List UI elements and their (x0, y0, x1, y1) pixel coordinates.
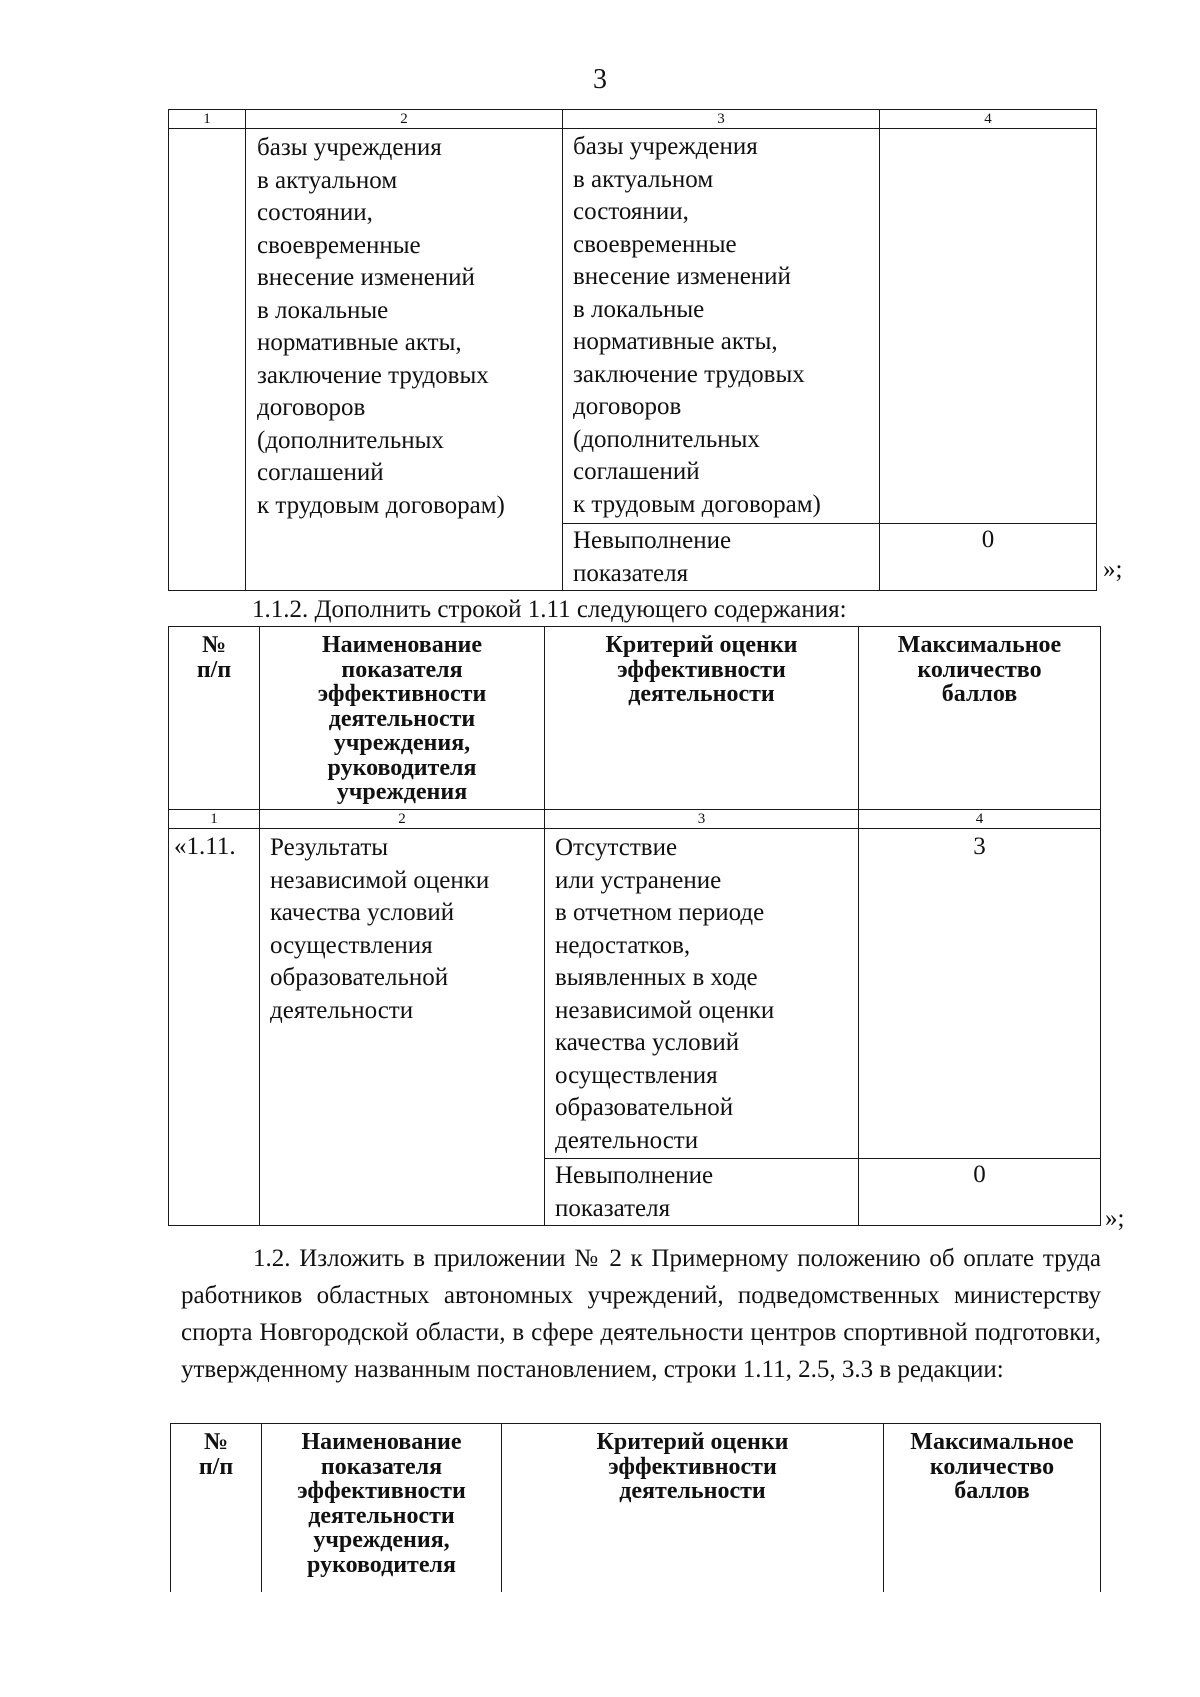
header-row (171, 1424, 1101, 1593)
text-line: к трудовым договорам) (257, 491, 505, 519)
text-line: учреждения, (313, 1527, 450, 1553)
failure-score-cell: 0 (880, 524, 1097, 591)
header-max-score (884, 1424, 1101, 1593)
text-line: баллов (941, 681, 1018, 707)
text-line: Критерий оценки (605, 632, 798, 658)
text-line: соглашений (257, 459, 384, 486)
row-number-cell (169, 129, 246, 591)
text-line: недостатков, (555, 931, 691, 959)
header-num (171, 1424, 262, 1593)
text-line: качества условий (555, 1029, 740, 1056)
text-line: эффективности (617, 656, 786, 683)
text-line: руководителя (327, 754, 477, 781)
text-line: договоров (573, 393, 682, 420)
text-line: эффективности (608, 1453, 777, 1480)
text-line: количество (929, 1453, 1055, 1480)
column-number: 3 (545, 810, 859, 829)
text-line: образовательной (555, 1094, 734, 1121)
max-score-cell: 3 (859, 829, 1101, 1159)
failure-cell (563, 524, 880, 591)
text-line: № (201, 632, 227, 658)
column-numbers-row (169, 810, 1101, 829)
text-line: независимой оценки (555, 996, 775, 1024)
text-line: баллов (954, 1478, 1030, 1504)
indicator-name-cell (246, 129, 563, 591)
table-row (169, 129, 1097, 524)
header-criterion (545, 627, 859, 810)
text-line: осуществления (270, 931, 433, 959)
text-line: эффективности (297, 1478, 466, 1504)
text-line: договоров (257, 394, 366, 421)
text-line: показателя (320, 1453, 443, 1480)
text-line: нормативные акты, (257, 329, 462, 356)
text-line: п/п (198, 1453, 234, 1480)
column-number: 4 (880, 110, 1097, 129)
text-line: показателя (341, 656, 463, 683)
text-line: № (203, 1429, 229, 1455)
text-line: Максимальное (910, 1429, 1074, 1455)
indicator-name-cell (260, 829, 545, 1226)
text-line: руководителя (307, 1551, 456, 1578)
text-line: (дополнительных (573, 425, 760, 453)
text-line: показателя (573, 559, 689, 587)
text-line: качества условий (270, 899, 455, 926)
failure-cell (545, 1159, 859, 1226)
text-line: Критерий оценки (596, 1429, 789, 1455)
text-line: деятельности (270, 996, 414, 1024)
closing-quote: »; (1103, 556, 1123, 583)
paragraph-1-1-2: 1.1.2. Дополнить строкой 1.11 следующего содержания: (252, 596, 847, 623)
text-line: Наименование (322, 632, 482, 658)
table-lines-1-11-2-5-3-3 (170, 1423, 1101, 1592)
max-score-cell (880, 129, 1097, 524)
text-line: показателя (555, 1194, 671, 1222)
text-line: нормативные акты, (573, 328, 778, 355)
text-line: своевременные (257, 231, 421, 259)
text-line: Невыполнение (573, 527, 732, 554)
text-line: эффективности (317, 681, 487, 707)
table-row (169, 829, 1101, 1159)
text-line: в актуальном (257, 166, 398, 194)
text-line: деятельности (619, 1478, 766, 1504)
text-line: учреждения, (333, 730, 471, 756)
text-line: в локальные (573, 295, 705, 323)
text-line: выявленных в ходе (555, 964, 758, 991)
text-line: к трудовым договорам) (573, 490, 821, 518)
column-number: 3 (563, 110, 880, 129)
text-line: в локальные (257, 296, 389, 324)
text-line: базы учреждения (257, 134, 442, 161)
text-line: учреждения (336, 779, 468, 805)
row-number-cell: «1.11. (169, 829, 260, 1226)
header-criterion (502, 1424, 884, 1593)
criterion-cell (545, 829, 859, 1159)
failure-score-cell: 0 (859, 1159, 1101, 1226)
column-number: 2 (246, 110, 563, 129)
text-line: независимой оценки (270, 866, 490, 894)
text-line: деятельности (328, 705, 476, 732)
text-line: Невыполнение (555, 1162, 714, 1189)
text-line: внесение изменений (257, 264, 475, 291)
text-line: образовательной (270, 964, 449, 991)
header-max-score (859, 627, 1101, 810)
header-indicator-name (260, 627, 545, 810)
table-continuation (168, 109, 1097, 591)
text-line: своевременные (573, 230, 737, 258)
text-line: в актуальном (573, 165, 714, 193)
text-line: или устранение (555, 866, 722, 894)
text-line: состоянии, (573, 198, 689, 225)
text-line: деятельности (555, 1126, 699, 1154)
header-num (169, 627, 260, 810)
text-line: соглашений (573, 458, 700, 485)
text-line: состоянии, (257, 199, 373, 226)
text-line: внесение изменений (573, 263, 791, 290)
text-line: Результаты (270, 834, 389, 861)
text-line: базы учреждения (573, 133, 758, 160)
text-line: заключение трудовых (573, 360, 805, 388)
paragraph-1-2: 1.2. Изложить в приложении № 2 к Примерному положению об оплате труда работников областных автономных учреждений, подведомственных министерству спорта Новгородской области, в сфере деятельности центров спортивной подготовки, утвержденному названным постановлением, строки 1.11, 2.5, 3.3 в редакции: (181, 1245, 1101, 1383)
header-row (169, 627, 1101, 810)
text-line: Максимальное (897, 632, 1062, 658)
criterion-cell (563, 129, 880, 524)
closing-quote: »; (1105, 1205, 1125, 1232)
column-number: 4 (859, 810, 1101, 829)
text-line: заключение трудовых (257, 361, 489, 389)
column-number: 1 (169, 110, 246, 129)
text-line: в отчетном периоде (555, 899, 765, 926)
text-line: (дополнительных (257, 426, 444, 454)
page-number: 3 (593, 64, 607, 95)
text-line: Наименование (301, 1429, 462, 1455)
text-line: деятельности (628, 681, 775, 707)
text-line: п/п (196, 656, 232, 683)
text-line: Отсутствие (555, 834, 678, 861)
column-numbers-row (169, 110, 1097, 129)
table-row-1-11 (168, 626, 1101, 1226)
column-number: 2 (260, 810, 545, 829)
text-line: деятельности (308, 1502, 455, 1529)
column-number: 1 (169, 810, 260, 829)
header-indicator-name (262, 1424, 502, 1593)
text-line: осуществления (555, 1061, 718, 1089)
text-line: количество (917, 656, 1042, 683)
